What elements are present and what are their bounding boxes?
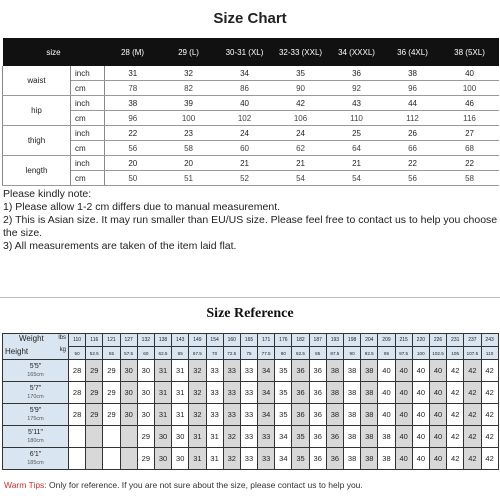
size-cell: 34 [275, 448, 292, 470]
unit-label: cm [71, 81, 105, 96]
size-cell: 42 [447, 448, 464, 470]
height-row [3, 382, 499, 404]
height-cm: 165cm [27, 371, 44, 378]
size-cell: 40 [395, 360, 412, 382]
weight-label: Weight [19, 334, 44, 343]
measure-value: 96 [385, 81, 441, 96]
measure-value: 22 [105, 126, 161, 141]
size-cell: 32 [223, 426, 240, 448]
weight-kg-cell: 107.5 [464, 347, 481, 360]
measure-value: 110 [329, 111, 385, 126]
measure-row-inch [3, 66, 499, 81]
size-cell: 30 [120, 404, 137, 426]
size-cell: 33 [206, 360, 223, 382]
height-cm: 180cm [27, 437, 44, 444]
measure-row-inch [3, 156, 499, 171]
measure-value: 116 [441, 111, 499, 126]
measure-row-inch [3, 96, 499, 111]
measure-name: hip [3, 96, 71, 126]
size-cell: 36 [292, 404, 309, 426]
size-cell: 30 [154, 448, 171, 470]
size-cell: 35 [292, 426, 309, 448]
weight-lbs-cell: 209 [378, 334, 395, 347]
size-notes [3, 188, 498, 253]
unit-label: inch [71, 96, 105, 111]
weight-lbs-cell: 176 [275, 334, 292, 347]
size-cell: 33 [240, 426, 257, 448]
measure-value: 40 [217, 96, 273, 111]
measure-row-cm [3, 111, 499, 126]
weight-lbs-cell: 143 [172, 334, 189, 347]
size-cell: 28 [69, 382, 86, 404]
size-cell: 40 [429, 448, 446, 470]
size-column-header: 32-33 (XXL) [273, 38, 329, 66]
measure-value: 64 [329, 141, 385, 156]
measure-value: 100 [441, 81, 499, 96]
measure-value: 24 [273, 126, 329, 141]
weight-lbs-cell: 187 [309, 334, 326, 347]
size-cell: 40 [378, 382, 395, 404]
measure-value: 78 [105, 81, 161, 96]
size-cell: 30 [137, 360, 154, 382]
measure-value: 21 [273, 156, 329, 171]
measure-value: 21 [217, 156, 273, 171]
size-cell: 31 [154, 404, 171, 426]
size-cell: 36 [326, 448, 343, 470]
height-label-cell [3, 448, 69, 470]
size-cell: 34 [275, 426, 292, 448]
size-cell: 40 [378, 404, 395, 426]
measure-value: 27 [441, 126, 499, 141]
measure-value: 36 [329, 66, 385, 81]
measure-value: 40 [441, 66, 499, 81]
measure-value: 22 [385, 156, 441, 171]
measure-value: 21 [329, 156, 385, 171]
measure-value: 52 [217, 171, 273, 186]
height-cm: 175cm [27, 415, 44, 422]
measure-row-cm [3, 171, 499, 186]
size-cell: 29 [103, 382, 120, 404]
height-label-cell [3, 382, 69, 404]
measure-value: 34 [217, 66, 273, 81]
weight-lbs-row [3, 334, 499, 347]
height-cm: 185cm [27, 459, 44, 466]
size-cell: 38 [344, 426, 361, 448]
measure-value: 102 [217, 111, 273, 126]
weight-lbs-cell: 231 [447, 334, 464, 347]
weight-lbs-cell: 165 [240, 334, 257, 347]
measure-value: 62 [273, 141, 329, 156]
warm-tips [4, 480, 363, 490]
size-cell: 40 [412, 426, 429, 448]
size-cell: 33 [206, 382, 223, 404]
size-cell: 38 [361, 360, 378, 382]
weight-kg-cell: 80 [275, 347, 292, 360]
weight-kg-cell: 57.5 [120, 347, 137, 360]
size-cell: 40 [395, 426, 412, 448]
size-cell: 32 [223, 448, 240, 470]
weight-kg-cell: 100 [412, 347, 429, 360]
size-cell: 40 [429, 382, 446, 404]
weight-kg-cell: 67.5 [189, 347, 206, 360]
size-cell: 28 [69, 404, 86, 426]
weight-lbs-cell: 127 [120, 334, 137, 347]
size-cell: 33 [240, 382, 257, 404]
size-cell: 40 [378, 360, 395, 382]
size-cell: 31 [172, 382, 189, 404]
size-reference-title: Size Reference [206, 306, 294, 321]
weight-kg-cell: 60 [137, 347, 154, 360]
weight-kg-cell: 77.5 [258, 347, 275, 360]
size-cell [69, 448, 86, 470]
height-cm: 170cm [27, 393, 44, 400]
size-cell: 31 [189, 448, 206, 470]
height-feet: 5'7" [29, 384, 42, 392]
unit-label: cm [71, 111, 105, 126]
measure-value: 92 [329, 81, 385, 96]
size-cell: 35 [292, 448, 309, 470]
size-cell: 36 [292, 360, 309, 382]
size-cell: 42 [481, 426, 498, 448]
weight-lbs-cell: 182 [292, 334, 309, 347]
warm-tips-text: Only for reference. If you are not sure about the size, please contact us to help you. [46, 480, 363, 490]
measure-value: 39 [161, 96, 217, 111]
note-line: 3) All measurements are taken of the item laid flat. [3, 240, 237, 252]
size-cell: 42 [464, 404, 481, 426]
size-cell: 36 [292, 382, 309, 404]
size-cell: 29 [86, 382, 103, 404]
size-cell: 31 [206, 448, 223, 470]
weight-kg-cell: 82.5 [292, 347, 309, 360]
size-cell: 38 [344, 382, 361, 404]
weight-lbs-cell: 204 [361, 334, 378, 347]
weight-lbs-cell: 220 [412, 334, 429, 347]
size-cell: 42 [481, 360, 498, 382]
measure-value: 31 [105, 66, 161, 81]
size-cell: 36 [309, 426, 326, 448]
size-cell: 31 [189, 426, 206, 448]
weight-kg-cell: 95 [378, 347, 395, 360]
size-column-header: 28 (M) [105, 38, 161, 66]
measure-value: 26 [385, 126, 441, 141]
weight-lbs-cell: 243 [481, 334, 498, 347]
size-cell: 35 [275, 360, 292, 382]
size-cell [120, 426, 137, 448]
measure-value: 56 [105, 141, 161, 156]
weight-kg-cell: 75 [240, 347, 257, 360]
size-cell [86, 426, 103, 448]
size-cell: 30 [154, 426, 171, 448]
size-cell: 32 [189, 382, 206, 404]
unit-label: cm [71, 141, 105, 156]
height-label-cell [3, 360, 69, 382]
unit-label: cm [71, 171, 105, 186]
weight-lbs-cell: 193 [326, 334, 343, 347]
size-cell: 42 [447, 426, 464, 448]
measure-value: 44 [385, 96, 441, 111]
weight-lbs-cell: 160 [223, 334, 240, 347]
size-cell: 40 [412, 404, 429, 426]
size-cell: 30 [120, 382, 137, 404]
size-cell: 35 [275, 404, 292, 426]
size-cell: 32 [189, 404, 206, 426]
size-chart-title: Size Chart [213, 10, 287, 27]
size-cell: 33 [223, 360, 240, 382]
measure-value: 58 [161, 141, 217, 156]
height-label: Height [5, 347, 29, 356]
measure-value: 66 [385, 141, 441, 156]
size-cell: 38 [344, 404, 361, 426]
size-cell [103, 448, 120, 470]
warm-tips-label: Warm Tips: [4, 480, 47, 490]
weight-kg-cell: 105 [447, 347, 464, 360]
measure-name: waist [3, 66, 71, 96]
size-cell: 38 [361, 448, 378, 470]
note-line: 1) Please allow 1-2 cm differs due to manual measurement. [3, 201, 281, 213]
note-line: Please kindly note: [3, 188, 92, 200]
measure-value: 38 [105, 96, 161, 111]
size-cell: 30 [137, 382, 154, 404]
weight-kg-cell: 92.5 [361, 347, 378, 360]
weight-lbs-cell: 215 [395, 334, 412, 347]
weight-kg-cell: 52.5 [86, 347, 103, 360]
size-cell: 33 [258, 426, 275, 448]
measure-value: 42 [273, 96, 329, 111]
size-cell [120, 448, 137, 470]
weight-lbs-cell: 110 [69, 334, 86, 347]
size-cell [69, 426, 86, 448]
size-cell: 34 [258, 382, 275, 404]
measure-value: 112 [385, 111, 441, 126]
size-cell: 33 [223, 382, 240, 404]
size-column-header: 30-31 (XL) [217, 38, 273, 66]
size-cell: 42 [481, 404, 498, 426]
size-cell: 40 [395, 448, 412, 470]
size-cell: 40 [395, 382, 412, 404]
measure-value: 100 [161, 111, 217, 126]
measure-value: 38 [385, 66, 441, 81]
height-feet: 6'1" [29, 450, 42, 458]
weight-kg-cell: 97.5 [395, 347, 412, 360]
size-cell: 38 [326, 404, 343, 426]
size-header-label: size [3, 38, 105, 66]
size-cell: 38 [344, 448, 361, 470]
note-line: 2) This is Asian size. It may run smaller than EU/US size. Please feel free to contact us to help you choose the size. [3, 214, 498, 239]
size-cell: 31 [172, 404, 189, 426]
measure-value: 35 [273, 66, 329, 81]
measure-name: thigh [3, 126, 71, 156]
measure-name: length [3, 156, 71, 186]
height-label-cell [3, 404, 69, 426]
size-cell: 33 [206, 404, 223, 426]
weight-height-corner [3, 334, 69, 360]
height-label-cell [3, 426, 69, 448]
size-cell: 38 [361, 404, 378, 426]
size-cell: 36 [326, 426, 343, 448]
size-cell: 30 [172, 426, 189, 448]
size-cell: 42 [464, 426, 481, 448]
size-column-header: 34 (XXXL) [329, 38, 385, 66]
size-cell: 42 [447, 360, 464, 382]
size-cell [103, 426, 120, 448]
size-cell: 29 [86, 404, 103, 426]
lbs-unit: lbs [58, 335, 66, 341]
measure-value: 20 [105, 156, 161, 171]
weight-lbs-cell: 132 [137, 334, 154, 347]
size-cell: 36 [309, 448, 326, 470]
size-cell: 42 [464, 382, 481, 404]
measure-value: 54 [273, 171, 329, 186]
unit-label: inch [71, 126, 105, 141]
size-cell: 30 [137, 404, 154, 426]
measure-value: 54 [329, 171, 385, 186]
measure-value: 46 [441, 96, 499, 111]
size-cell: 31 [154, 360, 171, 382]
measure-value: 43 [329, 96, 385, 111]
weight-lbs-cell: 171 [258, 334, 275, 347]
height-row [3, 426, 499, 448]
size-cell: 40 [429, 404, 446, 426]
measure-value: 82 [161, 81, 217, 96]
height-feet: 5'11" [28, 428, 43, 436]
size-cell: 36 [309, 382, 326, 404]
size-cell: 42 [481, 382, 498, 404]
size-cell: 32 [189, 360, 206, 382]
size-cell: 42 [447, 404, 464, 426]
measure-value: 22 [441, 156, 499, 171]
size-cell: 33 [240, 448, 257, 470]
measure-value: 51 [161, 171, 217, 186]
weight-lbs-cell: 198 [344, 334, 361, 347]
size-cell: 34 [258, 404, 275, 426]
size-cell: 40 [429, 426, 446, 448]
size-cell: 38 [326, 360, 343, 382]
measure-value: 96 [105, 111, 161, 126]
measure-value: 60 [217, 141, 273, 156]
weight-lbs-cell: 121 [103, 334, 120, 347]
size-cell: 40 [412, 382, 429, 404]
size-cell: 30 [172, 448, 189, 470]
height-row [3, 360, 499, 382]
weight-lbs-cell: 116 [86, 334, 103, 347]
size-cell: 42 [447, 382, 464, 404]
size-cell: 28 [69, 360, 86, 382]
weight-kg-cell: 85 [309, 347, 326, 360]
size-cell: 29 [86, 360, 103, 382]
weight-lbs-cell: 149 [189, 334, 206, 347]
measure-row-inch [3, 126, 499, 141]
size-cell: 38 [361, 382, 378, 404]
size-cell: 36 [309, 404, 326, 426]
measure-value: 25 [329, 126, 385, 141]
weight-kg-row [3, 347, 499, 360]
weight-kg-cell: 90 [344, 347, 361, 360]
weight-kg-cell: 70 [206, 347, 223, 360]
size-cell: 40 [412, 448, 429, 470]
weight-lbs-cell: 138 [154, 334, 171, 347]
size-cell: 31 [206, 426, 223, 448]
size-cell: 31 [154, 382, 171, 404]
size-cell: 29 [103, 404, 120, 426]
size-cell: 33 [240, 404, 257, 426]
size-cell: 36 [309, 360, 326, 382]
size-cell: 38 [326, 382, 343, 404]
weight-lbs-cell: 154 [206, 334, 223, 347]
size-cell: 29 [137, 448, 154, 470]
unit-label: inch [71, 66, 105, 81]
size-cell: 38 [378, 448, 395, 470]
size-cell: 29 [137, 426, 154, 448]
measure-value: 23 [161, 126, 217, 141]
weight-kg-cell: 87.5 [326, 347, 343, 360]
measure-value: 20 [161, 156, 217, 171]
size-cell: 42 [481, 448, 498, 470]
height-feet: 5'5" [29, 362, 42, 370]
weight-kg-cell: 110 [481, 347, 498, 360]
size-cell: 42 [464, 360, 481, 382]
measure-value: 86 [217, 81, 273, 96]
measure-value: 32 [161, 66, 217, 81]
measure-row-cm [3, 81, 499, 96]
measure-value: 68 [441, 141, 499, 156]
weight-lbs-cell: 226 [429, 334, 446, 347]
measure-value: 90 [273, 81, 329, 96]
size-column-header: 38 (5XL) [441, 38, 499, 66]
size-cell: 33 [258, 448, 275, 470]
height-row [3, 404, 499, 426]
size-reference-table [2, 333, 499, 470]
measure-value: 56 [385, 171, 441, 186]
size-cell: 29 [103, 360, 120, 382]
weight-kg-cell: 102.5 [429, 347, 446, 360]
weight-kg-cell: 55 [103, 347, 120, 360]
height-row [3, 448, 499, 470]
size-cell [86, 448, 103, 470]
weight-kg-cell: 65 [172, 347, 189, 360]
weight-kg-cell: 50 [69, 347, 86, 360]
kg-unit: kg [59, 347, 66, 353]
size-cell: 40 [429, 360, 446, 382]
size-column-header: 36 (4XL) [385, 38, 441, 66]
size-cell: 42 [464, 448, 481, 470]
size-cell: 33 [240, 360, 257, 382]
height-feet: 5'9" [29, 406, 42, 414]
size-cell: 38 [344, 360, 361, 382]
size-cell: 40 [412, 360, 429, 382]
size-cell: 31 [172, 360, 189, 382]
size-cell: 38 [378, 426, 395, 448]
size-cell: 40 [395, 404, 412, 426]
size-cell: 34 [258, 360, 275, 382]
size-cell: 30 [120, 360, 137, 382]
measure-value: 24 [217, 126, 273, 141]
weight-lbs-cell: 237 [464, 334, 481, 347]
size-chart-header-row [3, 38, 499, 66]
unit-label: inch [71, 156, 105, 171]
measure-value: 58 [441, 171, 499, 186]
size-cell: 35 [275, 382, 292, 404]
measure-row-cm [3, 141, 499, 156]
size-column-header: 29 (L) [161, 38, 217, 66]
measure-value: 106 [273, 111, 329, 126]
measure-value: 50 [105, 171, 161, 186]
size-cell: 38 [361, 426, 378, 448]
weight-kg-cell: 72.5 [223, 347, 240, 360]
size-chart-table [2, 38, 499, 186]
weight-kg-cell: 62.5 [154, 347, 171, 360]
size-cell: 33 [223, 404, 240, 426]
